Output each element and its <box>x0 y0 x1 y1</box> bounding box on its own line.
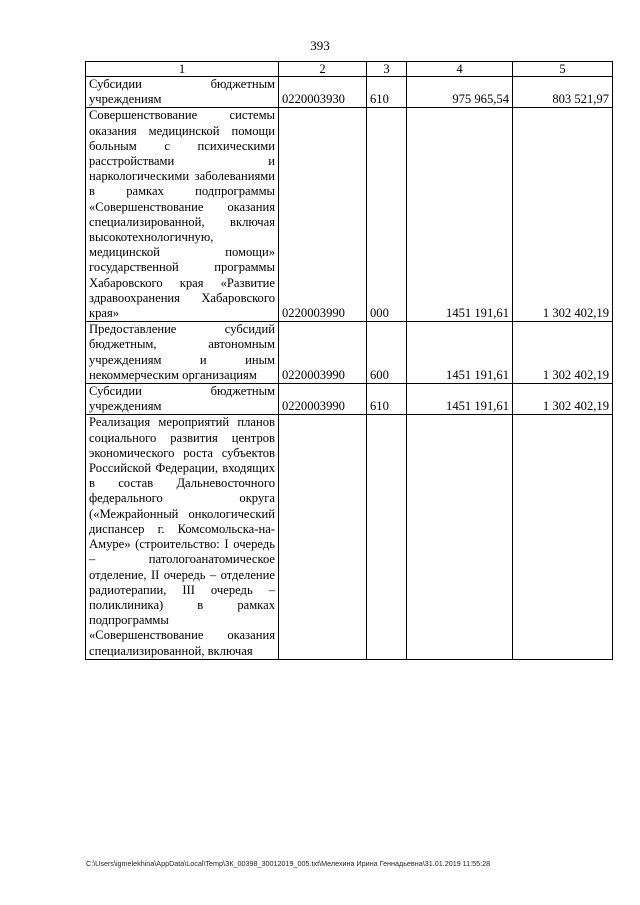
row-code: 0220003930 <box>279 77 367 108</box>
table-row <box>86 322 613 384</box>
row-name: Совершенствование системы оказания медицинской помощи больным с психическими расстройствами и наркологическими заболеваниями в рамках подпрограммы «Совершенствование оказания специализированной, включая высокотехнологичную, медицинской помощи» государственной программы Хабаровского края «Развитие здравоохранения Хабаровского края» <box>86 108 279 322</box>
row-vr: 600 <box>367 322 407 384</box>
table-row <box>86 384 613 415</box>
row-sum-2: 1 302 402,19 <box>513 322 613 384</box>
row-vr: 610 <box>367 77 407 108</box>
row-sum-1: 1451 191,61 <box>407 384 513 415</box>
budget-table <box>85 61 613 660</box>
table-row <box>86 415 613 659</box>
row-code: 0220003990 <box>279 322 367 384</box>
column-header-2: 2 <box>279 62 367 77</box>
row-sum-2 <box>513 415 613 659</box>
table-header-row <box>86 62 613 77</box>
row-sum-1: 1451 191,61 <box>407 322 513 384</box>
row-sum-1: 975 965,54 <box>407 77 513 108</box>
column-header-4: 4 <box>407 62 513 77</box>
footer-file-path: C:\Users\igmelekhina\AppData\Local\Temp\ЗК_00398_30012019_005.txt\Мелехина Ирина Геннадьевна\31.01.2019 11:55:28 <box>86 859 491 868</box>
page-number: 393 <box>310 38 330 53</box>
column-header-1: 1 <box>86 62 279 77</box>
column-header-5: 5 <box>513 62 613 77</box>
row-name: Субсидии бюджетным учреждениям <box>86 384 279 415</box>
row-name: Субсидии бюджетным учреждениям <box>86 77 279 108</box>
row-name: Предоставление субсидий бюджетным, автономным учреждениям и иным некоммерческим организациям <box>86 322 279 384</box>
row-sum-1: 1451 191,61 <box>407 108 513 322</box>
column-header-3: 3 <box>367 62 407 77</box>
row-sum-1 <box>407 415 513 659</box>
row-sum-2: 803 521,97 <box>513 77 613 108</box>
table-row <box>86 108 613 322</box>
row-name: Реализация мероприятий планов социального развития центров экономического роста субъектов Российской Федерации, входящих в состав Дальневосточного федерального округа («Межрайонный онкологический диспансер г. Комсомольска-на-Амуре» (строительство: I очередь – патологоанатомическое отделение, II очередь – отделение радиотерапии, III очередь – поликлиника) в рамках подпрограммы «Совершенствование оказания специализированной, включая <box>86 415 279 659</box>
row-code: 0220003990 <box>279 384 367 415</box>
row-vr: 610 <box>367 384 407 415</box>
row-vr <box>367 415 407 659</box>
row-code <box>279 415 367 659</box>
row-sum-2: 1 302 402,19 <box>513 108 613 322</box>
table-row <box>86 77 613 108</box>
row-sum-2: 1 302 402,19 <box>513 384 613 415</box>
row-code: 0220003990 <box>279 108 367 322</box>
row-vr: 000 <box>367 108 407 322</box>
